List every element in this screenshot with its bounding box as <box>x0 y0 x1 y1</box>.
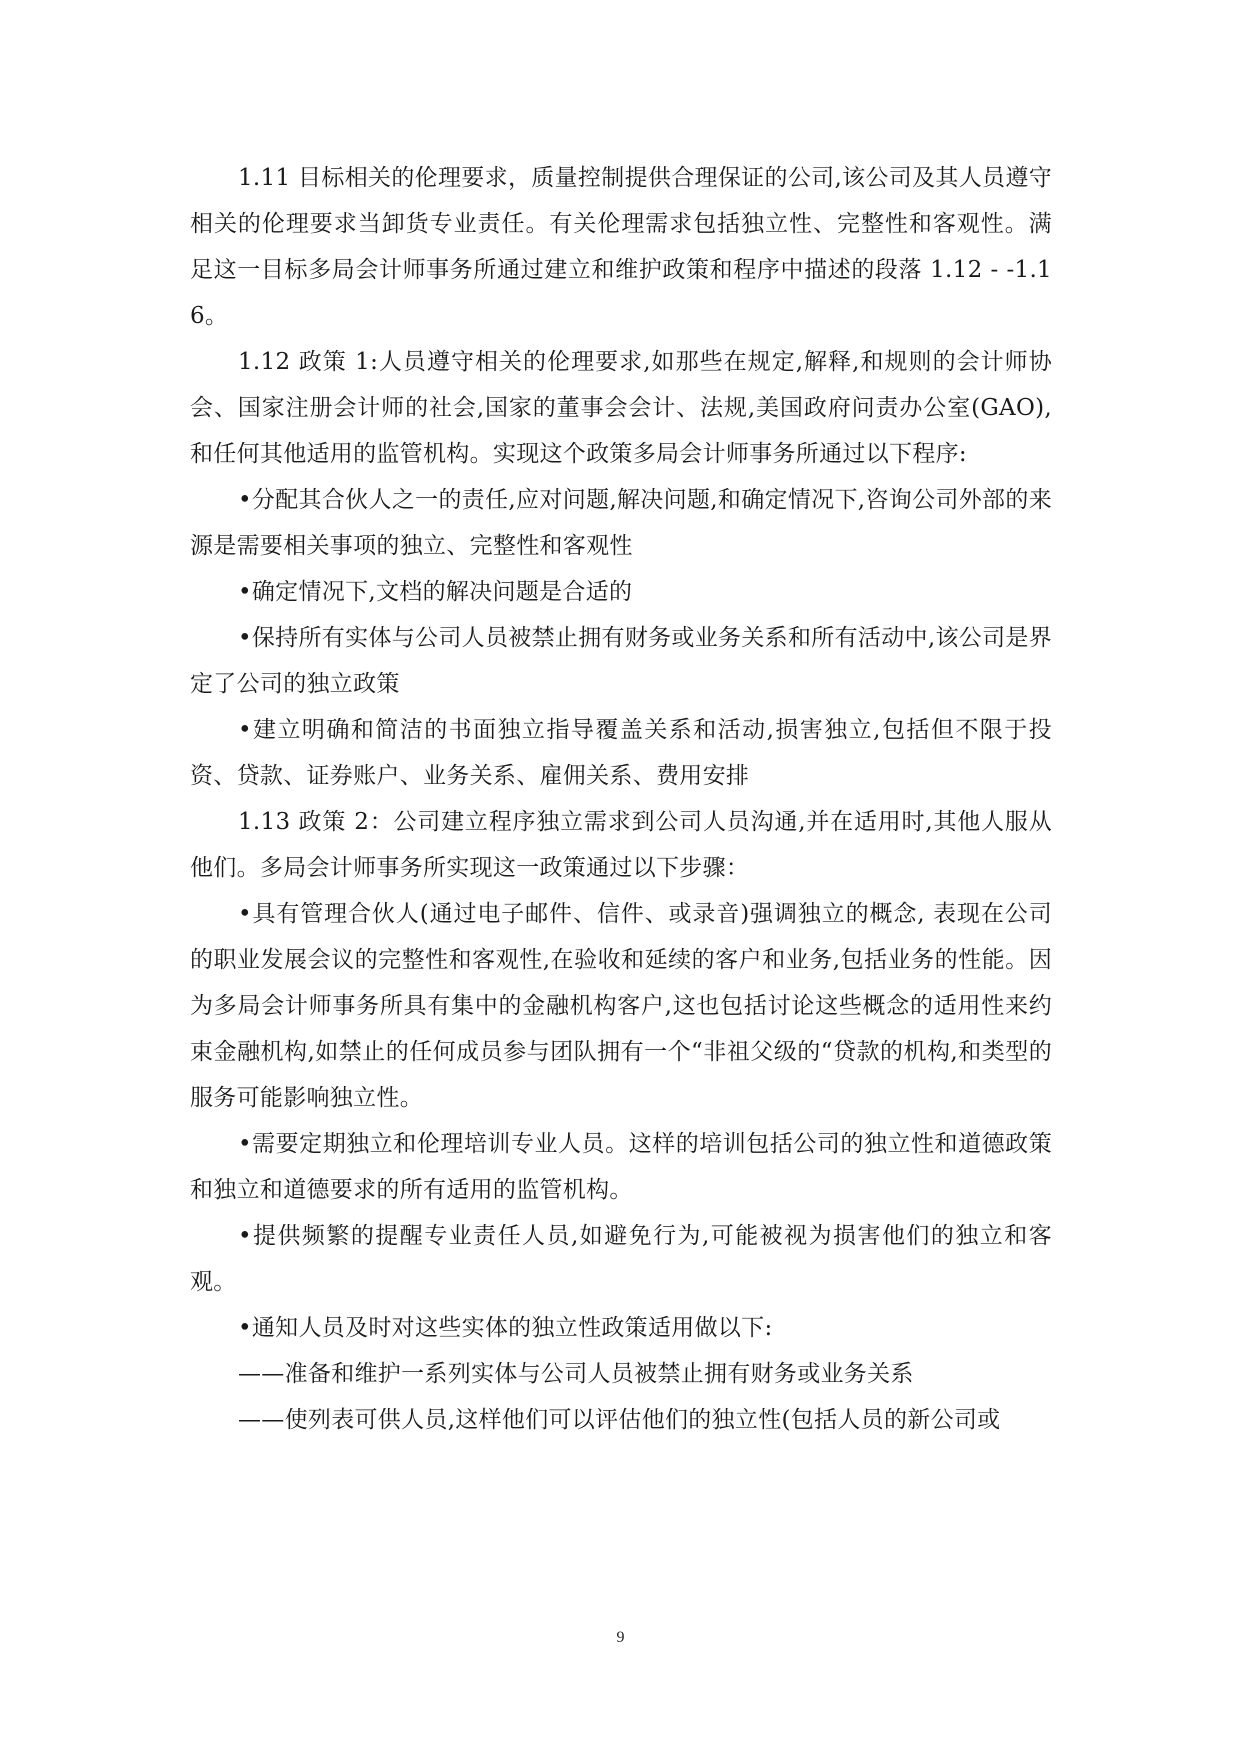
bullet-item: •通知人员及时对这些实体的独立性政策适用做以下: <box>238 1315 773 1341</box>
bullet-item: •提供频繁的提醒专业责任人员,如避免行为,可能被视为损害他们的独立和客观。 <box>190 1223 1052 1295</box>
dash-item: ——使列表可供人员,这样他们可以评估他们的独立性(包括人员的新公司或 <box>238 1407 1001 1433</box>
bullet-item: •分配其合伙人之一的责任,应对问题,解决问题,和确定情况下,咨询公司外部的来源是需要相关事项的独立、完整性和客观性 <box>190 487 1052 559</box>
bullet-item: •确定情况下,文档的解决问题是合适的 <box>238 579 633 605</box>
paragraph-1-12: 1.12 政策 1:人员遵守相关的伦理要求,如那些在规定,解释,和规则的会计师协会、国家注册会计师的社会,国家的董事会会计、法规,美国政府问责办公室(GAO),和任何其他适用的监管机构。实现这个政策多局会计师事务所通过以下程序: <box>190 349 1052 467</box>
paragraph-1-13: 1.13 政策 2：公司建立程序独立需求到公司人员沟通,并在适用时,其他人服从他们。多局会计师事务所实现这一政策通过以下步骤： <box>190 809 1052 881</box>
page-number: 9 <box>616 1629 625 1646</box>
bullet-item: •保持所有实体与公司人员被禁止拥有财务或业务关系和所有活动中,该公司是界定了公司的独立政策 <box>190 625 1052 697</box>
document-body <box>190 155 1052 1443</box>
dash-item: ——准备和维护一系列实体与公司人员被禁止拥有财务或业务关系 <box>238 1361 914 1387</box>
bullet-item: •需要定期独立和伦理培训专业人员。这样的培训包括公司的独立性和道德政策和独立和道德要求的所有适用的监管机构。 <box>190 1131 1052 1203</box>
paragraph-1-11: 1.11 目标相关的伦理要求，质量控制提供合理保证的公司,该公司及其人员遵守相关的伦理要求当卸货专业责任。有关伦理需求包括独立性、完整性和客观性。满足这一目标多局会计师事务所通过建立和维护政策和程序中描述的段落 1.12 - -1.16。 <box>190 165 1052 329</box>
bullet-item: •具有管理合伙人(通过电子邮件、信件、或录音)强调独立的概念, 表现在公司的职业发展会议的完整性和客观性,在验收和延续的客户和业务,包括业务的性能。因为多局会计师事务所具有集中的金融机构客户,这也包括讨论这些概念的适用性来约束金融机构,如禁止的任何成员参与团队拥有一个“非祖父级的“贷款的机构,和类型的服务可能影响独立性。 <box>190 901 1052 1111</box>
bullet-item: •建立明确和简洁的书面独立指导覆盖关系和活动,损害独立,包括但不限于投资、贷款、证券账户、业务关系、雇佣关系、费用安排 <box>190 717 1052 789</box>
